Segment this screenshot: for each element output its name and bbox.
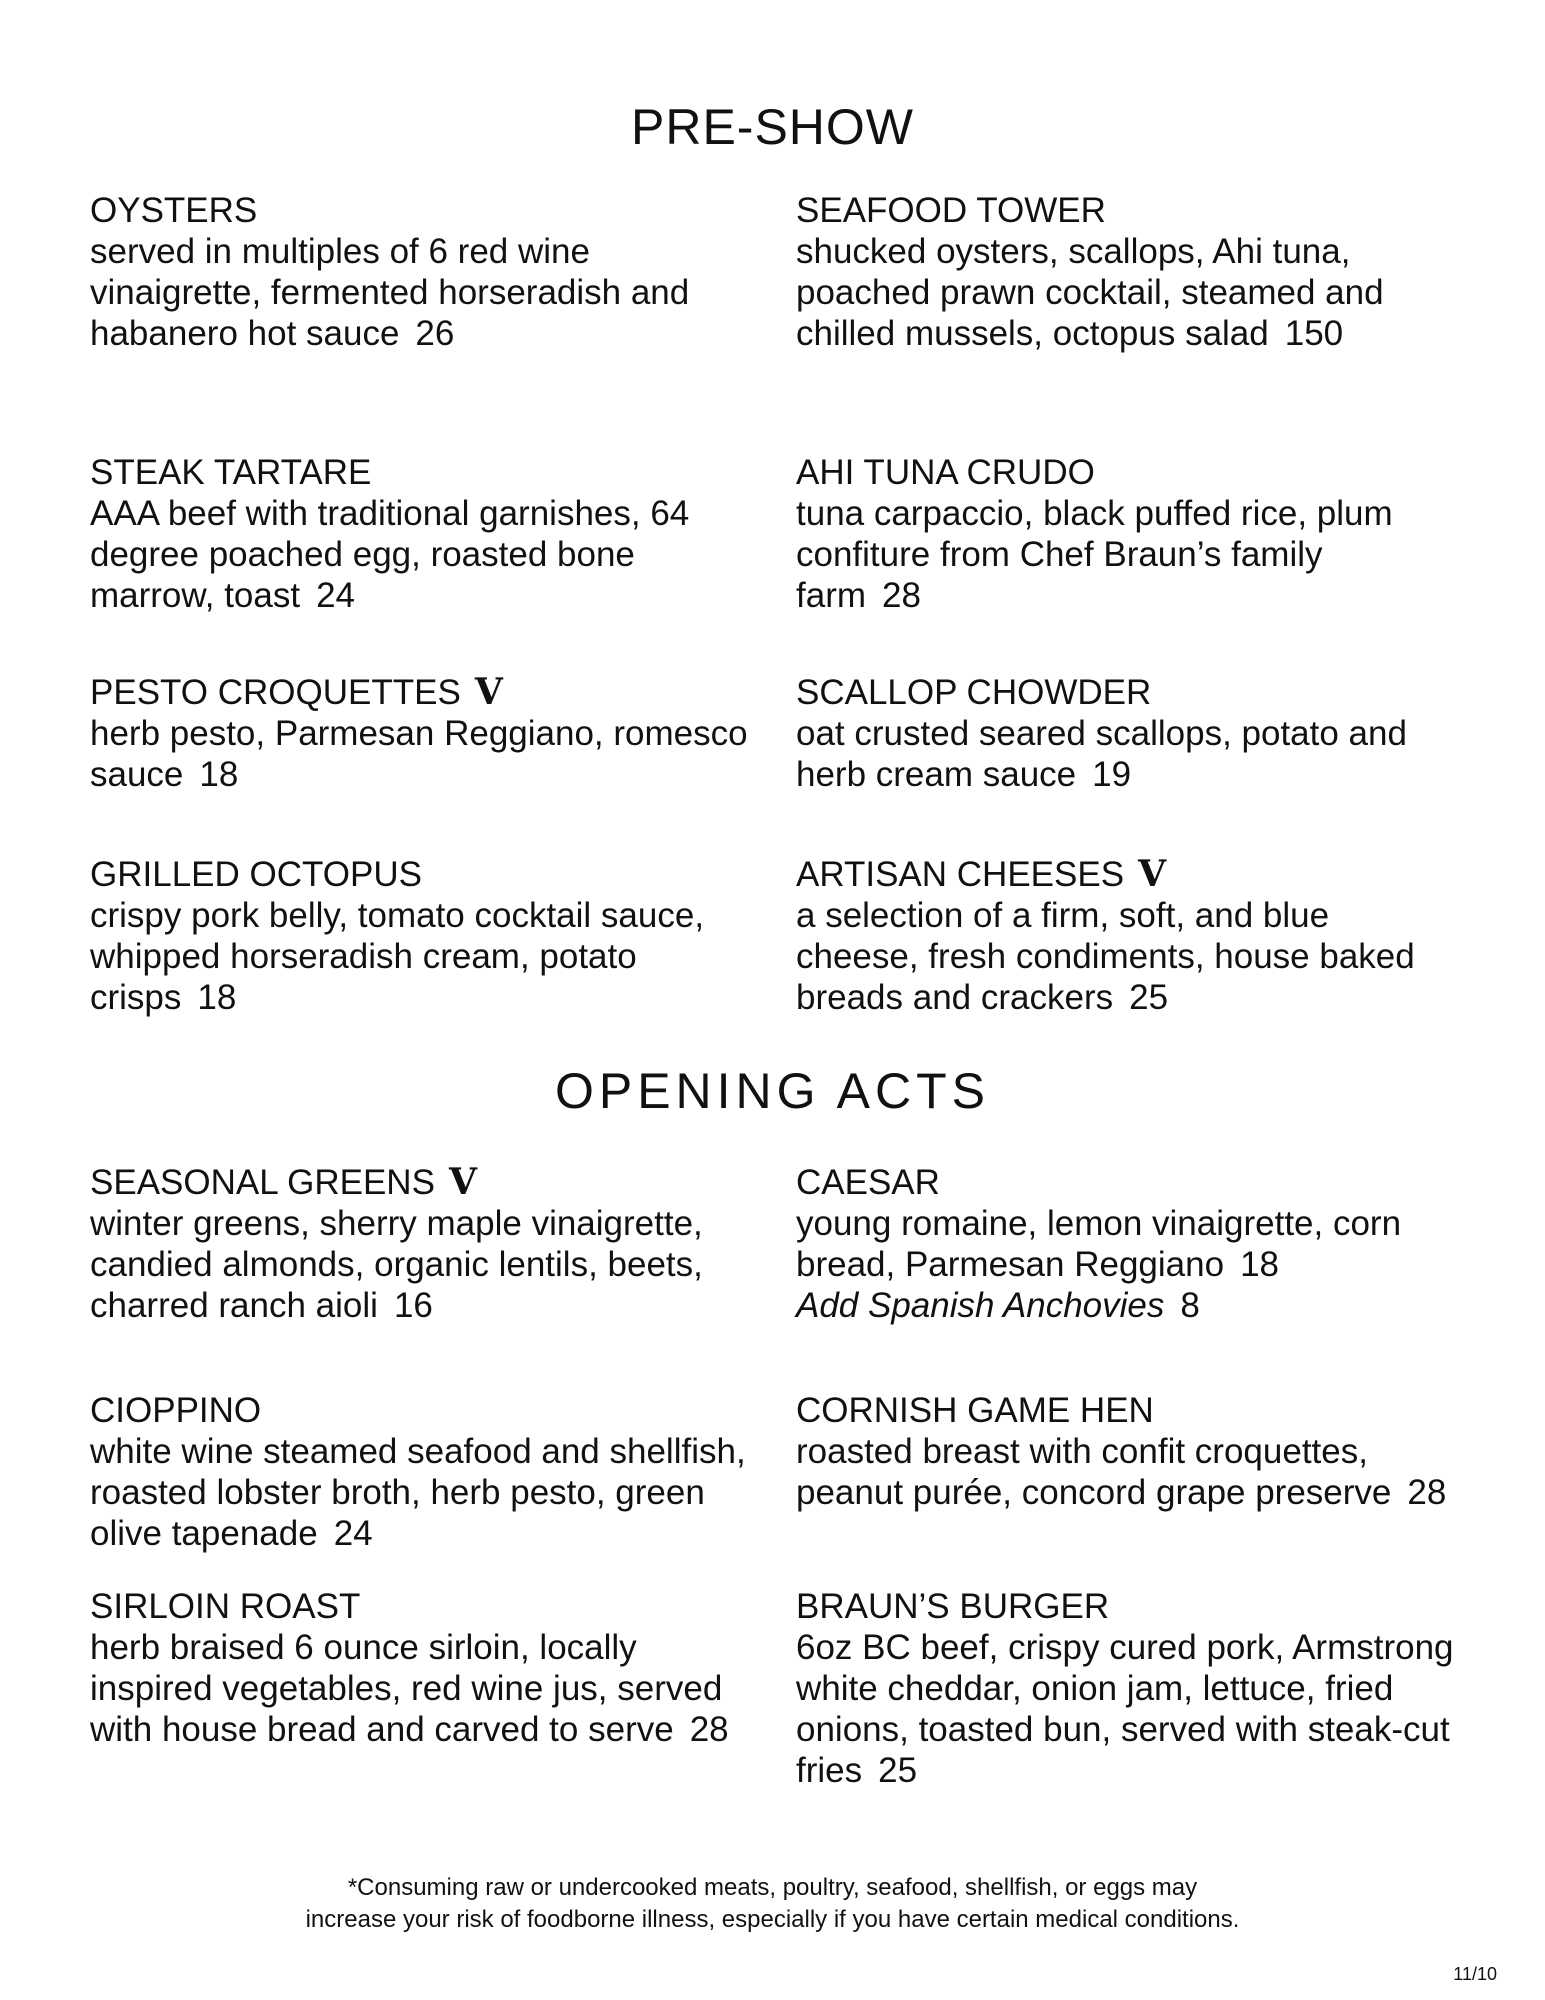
item-price: 24: [333, 1514, 373, 1553]
item-description: young romaine, lemon vinaigrette, corn bread, Parmesan Reggiano 18: [796, 1204, 1402, 1284]
menu-item-caesar: [796, 1162, 1456, 1326]
item-name: CIOPPINO: [90, 1391, 262, 1430]
item-description: 6oz BC beef, crispy cured pork, Armstrong white cheddar, onion jam, lettuce, fried onions, toasted bun, served with steak-cut fries 25: [796, 1628, 1454, 1790]
menu-item-brauns-burger: [796, 1586, 1456, 1791]
item-name: CAESAR: [796, 1163, 940, 1202]
item-name: PESTO CROQUETTES V: [90, 671, 503, 713]
item-description: crispy pork belly, tomato cocktail sauce, whipped horseradish cream, potato crisps 18: [90, 896, 705, 1017]
menu-item-oysters: [90, 190, 750, 354]
item-description: oat crusted seared scallops, potato and herb cream sauce 19: [796, 714, 1407, 794]
vegetarian-icon: V: [474, 671, 503, 713]
item-description: winter greens, sherry maple vinaigrette, candied almonds, organic lentils, beets, charred ranch aioli 16: [90, 1204, 703, 1325]
menu-item-artisan-cheeses: [796, 854, 1456, 1018]
item-name: GRILLED OCTOPUS: [90, 855, 422, 894]
menu-item-ahi-tuna-crudo: [796, 452, 1456, 616]
item-description: herb pesto, Parmesan Reggiano, romesco sauce 18: [90, 714, 748, 794]
disclaimer-line-1: *Consuming raw or undercooked meats, poultry, seafood, shellfish, or eggs may: [347, 1874, 1198, 1901]
menu-item-sirloin-roast: [90, 1586, 750, 1750]
item-name: OYSTERS: [90, 191, 258, 230]
menu-item-grilled-octopus: [90, 854, 750, 1018]
item-name: AHI TUNA CRUDO: [796, 453, 1095, 492]
item-price: 18: [1240, 1245, 1279, 1284]
menu-item-cornish-game-hen: [796, 1390, 1456, 1513]
item-description: white wine steamed seafood and shellfish, roasted lobster broth, herb pesto, green olive tapenade 24: [90, 1432, 746, 1553]
section-title-pre-show: PRE-SHOW: [631, 99, 914, 155]
section-title-opening-acts: OPENING ACTS: [554, 1063, 991, 1119]
menu-item-scallop-chowder: [796, 672, 1456, 795]
item-description: tuna carpaccio, black puffed rice, plum confiture from Chef Braun’s family farm 28: [796, 494, 1393, 615]
menu-item-pesto-croquettes: [90, 672, 750, 795]
item-price: 25: [1129, 978, 1169, 1017]
menu-item-seafood-tower: [796, 190, 1456, 354]
item-description: shucked oysters, scallops, Ahi tuna, poached prawn cocktail, steamed and chilled mussels, octopus salad 150: [796, 232, 1384, 353]
item-price: 18: [199, 755, 239, 794]
item-price: 150: [1284, 314, 1344, 353]
item-name: SIRLOIN ROAST: [90, 1587, 361, 1626]
item-price: 25: [878, 1751, 918, 1790]
item-price: 26: [415, 314, 455, 353]
item-name: CORNISH GAME HEN: [796, 1391, 1154, 1430]
addon-price: 8: [1180, 1286, 1200, 1325]
item-price: 28: [1407, 1473, 1447, 1512]
vegetarian-icon: V: [1138, 853, 1166, 895]
item-price: 18: [197, 978, 237, 1017]
vegetarian-icon: V: [448, 1161, 477, 1203]
menu-item-seasonal-greens: [90, 1162, 750, 1326]
item-price: 16: [393, 1286, 433, 1325]
item-price: 28: [882, 576, 921, 615]
menu-item-cioppino: [90, 1390, 750, 1554]
item-description: a selection of a firm, soft, and blue cheese, fresh condiments, house baked breads and crackers 25: [796, 896, 1415, 1017]
page-code: 11/10: [1453, 1964, 1497, 1984]
item-name: ARTISAN CHEESES V: [796, 853, 1166, 895]
item-price: 19: [1092, 755, 1132, 794]
item-addon: Add Spanish Anchovies 8: [796, 1286, 1200, 1325]
item-description: herb braised 6 ounce sirloin, locally inspired vegetables, red wine jus, served with house bread and carved to serve 28: [90, 1628, 729, 1749]
item-name: SEAFOOD TOWER: [796, 191, 1106, 230]
item-description: served in multiples of 6 red wine vinaigrette, fermented horseradish and habanero hot sauce 26: [90, 232, 690, 353]
item-name: SCALLOP CHOWDER: [796, 673, 1152, 712]
item-price: 24: [316, 576, 356, 615]
item-price: 28: [689, 1710, 729, 1749]
health-disclaimer: [0, 1872, 1545, 1936]
menu-item-steak-tartare: [90, 452, 750, 616]
disclaimer-line-2: increase your risk of foodborne illness, especially if you have certain medical conditions.: [305, 1906, 1240, 1933]
item-name: BRAUN’S BURGER: [796, 1587, 1110, 1626]
item-description: roasted breast with confit croquettes, peanut purée, concord grape preserve 28: [796, 1432, 1447, 1512]
item-description: AAA beef with traditional garnishes, 64 degree poached egg, roasted bone marrow, toast 24: [90, 494, 690, 615]
item-name: SEASONAL GREENS V: [90, 1161, 477, 1203]
item-name: STEAK TARTARE: [90, 453, 372, 492]
